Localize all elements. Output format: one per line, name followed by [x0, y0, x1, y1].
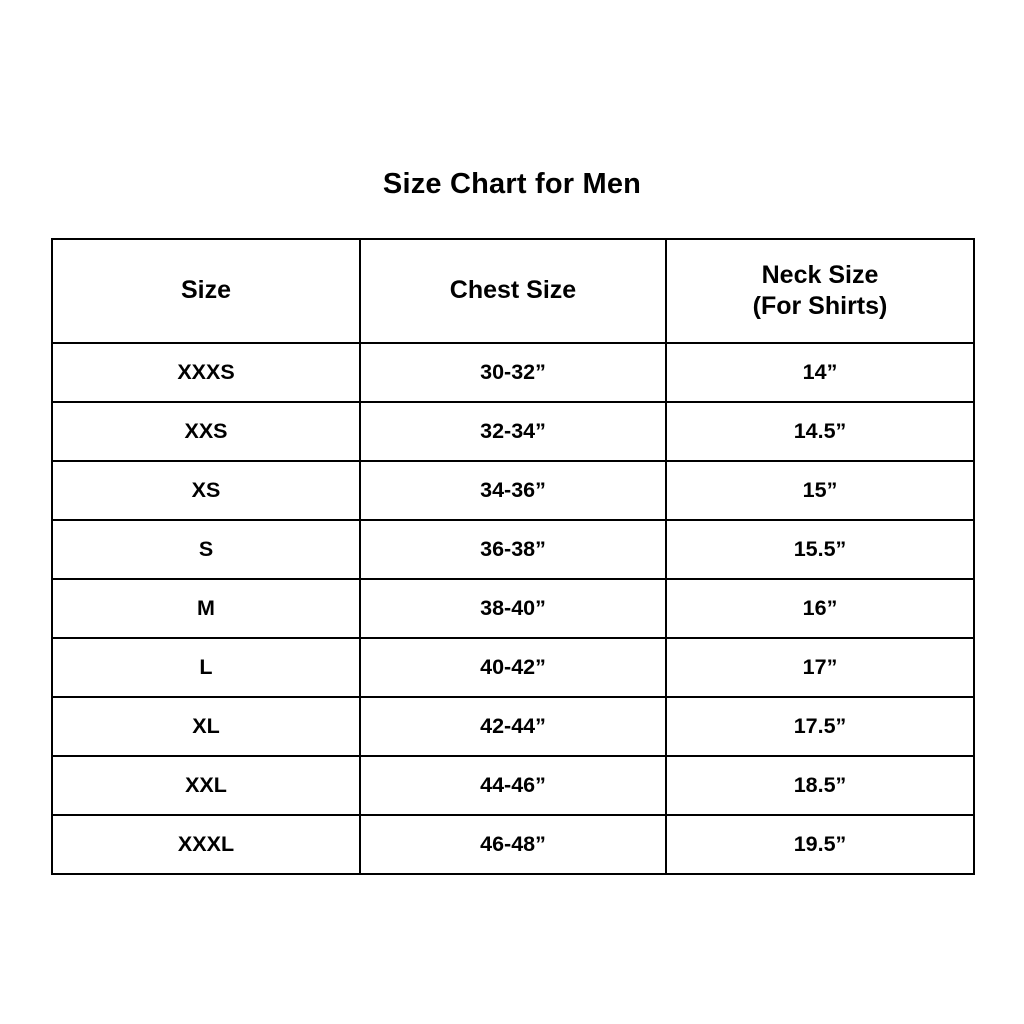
- page-title: Size Chart for Men: [382, 168, 642, 200]
- table-row: [52, 815, 974, 874]
- table-row: [52, 579, 974, 638]
- cell-chest: 46-48”: [360, 815, 666, 874]
- table-row: [52, 697, 974, 756]
- cell-neck: 14.5”: [666, 402, 974, 461]
- column-header-chest: [360, 239, 666, 343]
- cell-size: XXXS: [52, 343, 360, 402]
- cell-chest: 38-40”: [360, 579, 666, 638]
- cell-size: XS: [52, 461, 360, 520]
- cell-chest: 30-32”: [360, 343, 666, 402]
- cell-chest: 32-34”: [360, 402, 666, 461]
- table-header-row: [52, 239, 974, 343]
- cell-chest: 36-38”: [360, 520, 666, 579]
- cell-size: XXXL: [52, 815, 360, 874]
- cell-size: XXL: [52, 756, 360, 815]
- cell-neck: 14”: [666, 343, 974, 402]
- cell-size: XL: [52, 697, 360, 756]
- cell-neck: 18.5”: [666, 756, 974, 815]
- column-header-neck-label: Neck Size: [761, 260, 879, 289]
- table-row: [52, 520, 974, 579]
- table-row: [52, 461, 974, 520]
- cell-size: XXS: [52, 402, 360, 461]
- cell-neck: 16”: [666, 579, 974, 638]
- cell-chest: 40-42”: [360, 638, 666, 697]
- column-header-size: [52, 239, 360, 343]
- table-body: [52, 343, 974, 874]
- table-row: [52, 402, 974, 461]
- cell-chest: 44-46”: [360, 756, 666, 815]
- cell-neck: 17.5”: [666, 697, 974, 756]
- cell-size: L: [52, 638, 360, 697]
- cell-size: M: [52, 579, 360, 638]
- column-header-neck: [666, 239, 974, 343]
- cell-neck: 19.5”: [666, 815, 974, 874]
- table-row: [52, 638, 974, 697]
- cell-chest: 34-36”: [360, 461, 666, 520]
- cell-size: S: [52, 520, 360, 579]
- cell-neck: 17”: [666, 638, 974, 697]
- table-row: [52, 756, 974, 815]
- column-header-size-label: Size: [180, 276, 232, 305]
- size-chart-table: [51, 238, 975, 875]
- cell-neck: 15.5”: [666, 520, 974, 579]
- column-header-chest-label: Chest Size: [449, 276, 577, 305]
- size-chart-table-container: [51, 238, 973, 875]
- cell-chest: 42-44”: [360, 697, 666, 756]
- table-header: [52, 239, 974, 343]
- column-header-neck-sublabel: (For Shirts): [752, 292, 888, 320]
- table-row: [52, 343, 974, 402]
- cell-neck: 15”: [666, 461, 974, 520]
